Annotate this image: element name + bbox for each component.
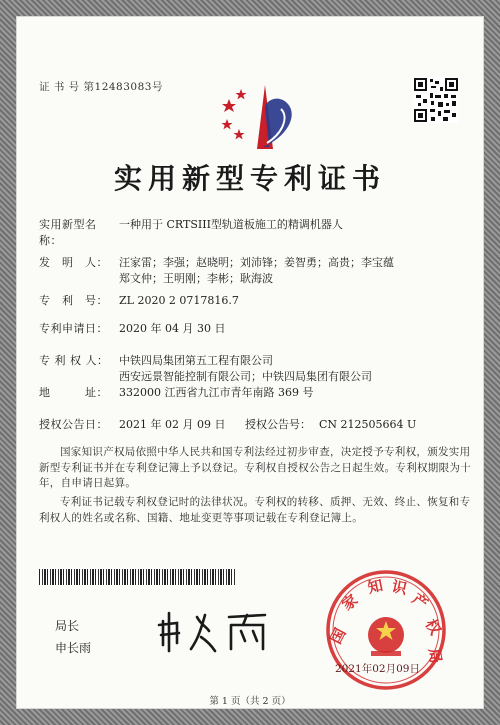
svg-text:识: 识: [390, 577, 409, 599]
svg-text:知: 知: [366, 576, 385, 597]
certificate-title: 实用新型专利证书: [113, 162, 386, 195]
inventor-line-2: 郑文仲；王明刚；李彬；耿海波: [119, 272, 273, 285]
qr-code-icon: [413, 77, 459, 123]
svg-text:产: 产: [408, 589, 432, 614]
legal-paragraph-1: 国家知识产权局依照中华人民共和国专利法经过初步审查，决定授予专利权，颁发实用新型专利证书并在专利登记簿上予以登记。专利权自授权公告之日起生效。专利权期限为十年，自申请日起算。: [39, 446, 471, 489]
svg-text:家: 家: [338, 590, 362, 615]
announce-date-value: 2021 年 02 月 09 日: [119, 418, 226, 431]
field-utility-model-name: [39, 217, 479, 249]
announce-number-value: CN 212505664 U: [319, 418, 417, 431]
signatory-title: 局长: [55, 619, 80, 633]
announce-number-label: 授权公告号：: [245, 418, 311, 431]
legal-paragraph-2: 专利证书记载专利权登记时的法律状况。专利权的转移、质押、无效、终止、恢复和专利权人的姓名或名称、国籍、地址变更等事项记载在专利登记簿上。: [39, 496, 471, 524]
seal-date: 2021年02月09日: [335, 663, 420, 675]
field-announcement: [39, 417, 479, 433]
inventor-line-1: 汪家雷；李强；赵晓明；刘沛锋；姜智勇；高贵；李宝蕴: [119, 256, 394, 269]
svg-text:局: 局: [425, 647, 445, 665]
field-value: 332000 江西省九江市青年南路 369 号: [119, 386, 314, 399]
cnipa-emblem-icon: [217, 77, 307, 157]
certificate-number: 证 书 号 第12483083号: [39, 81, 163, 93]
page-number: 第 1 页（共 2 页）: [209, 696, 291, 707]
field-label: 地 址：: [39, 386, 108, 399]
svg-text:国: 国: [326, 625, 350, 647]
field-filing-date: [39, 321, 479, 337]
field-value: ZL 2020 2 0717816.7: [119, 294, 239, 307]
svg-text:权: 权: [421, 616, 445, 639]
field-value: [119, 353, 479, 385]
field-patent-number: [39, 293, 479, 309]
handwritten-signature-icon: [157, 607, 277, 655]
signatory-block: [55, 615, 91, 659]
field-address: [39, 385, 479, 401]
field-label: 授权公告日：: [39, 418, 108, 431]
certificate-paper: [16, 16, 484, 709]
field-label: 专 利 号：: [39, 294, 108, 307]
field-patentee: [39, 353, 479, 385]
barcode-icon: [39, 569, 235, 585]
field-label: 专 利 权 人：: [39, 354, 109, 367]
patentee-line-1: 中铁四局集团第五工程有限公司: [119, 354, 273, 367]
patentee-line-2: 西安远景智能控制有限公司；中铁四局集团有限公司: [119, 370, 372, 383]
field-value: 2020 年 04 月 30 日: [119, 322, 226, 335]
field-value: [119, 255, 479, 287]
field-label: 专利申请日：: [39, 322, 108, 335]
field-label: 发 明 人：: [39, 256, 108, 269]
signatory-name: 申长雨: [55, 641, 92, 655]
field-value: 一种用于 CRTSIII型轨道板施工的精调机器人: [119, 218, 343, 231]
field-inventor: [39, 255, 479, 287]
field-label: 实用新型名称：: [39, 218, 97, 247]
